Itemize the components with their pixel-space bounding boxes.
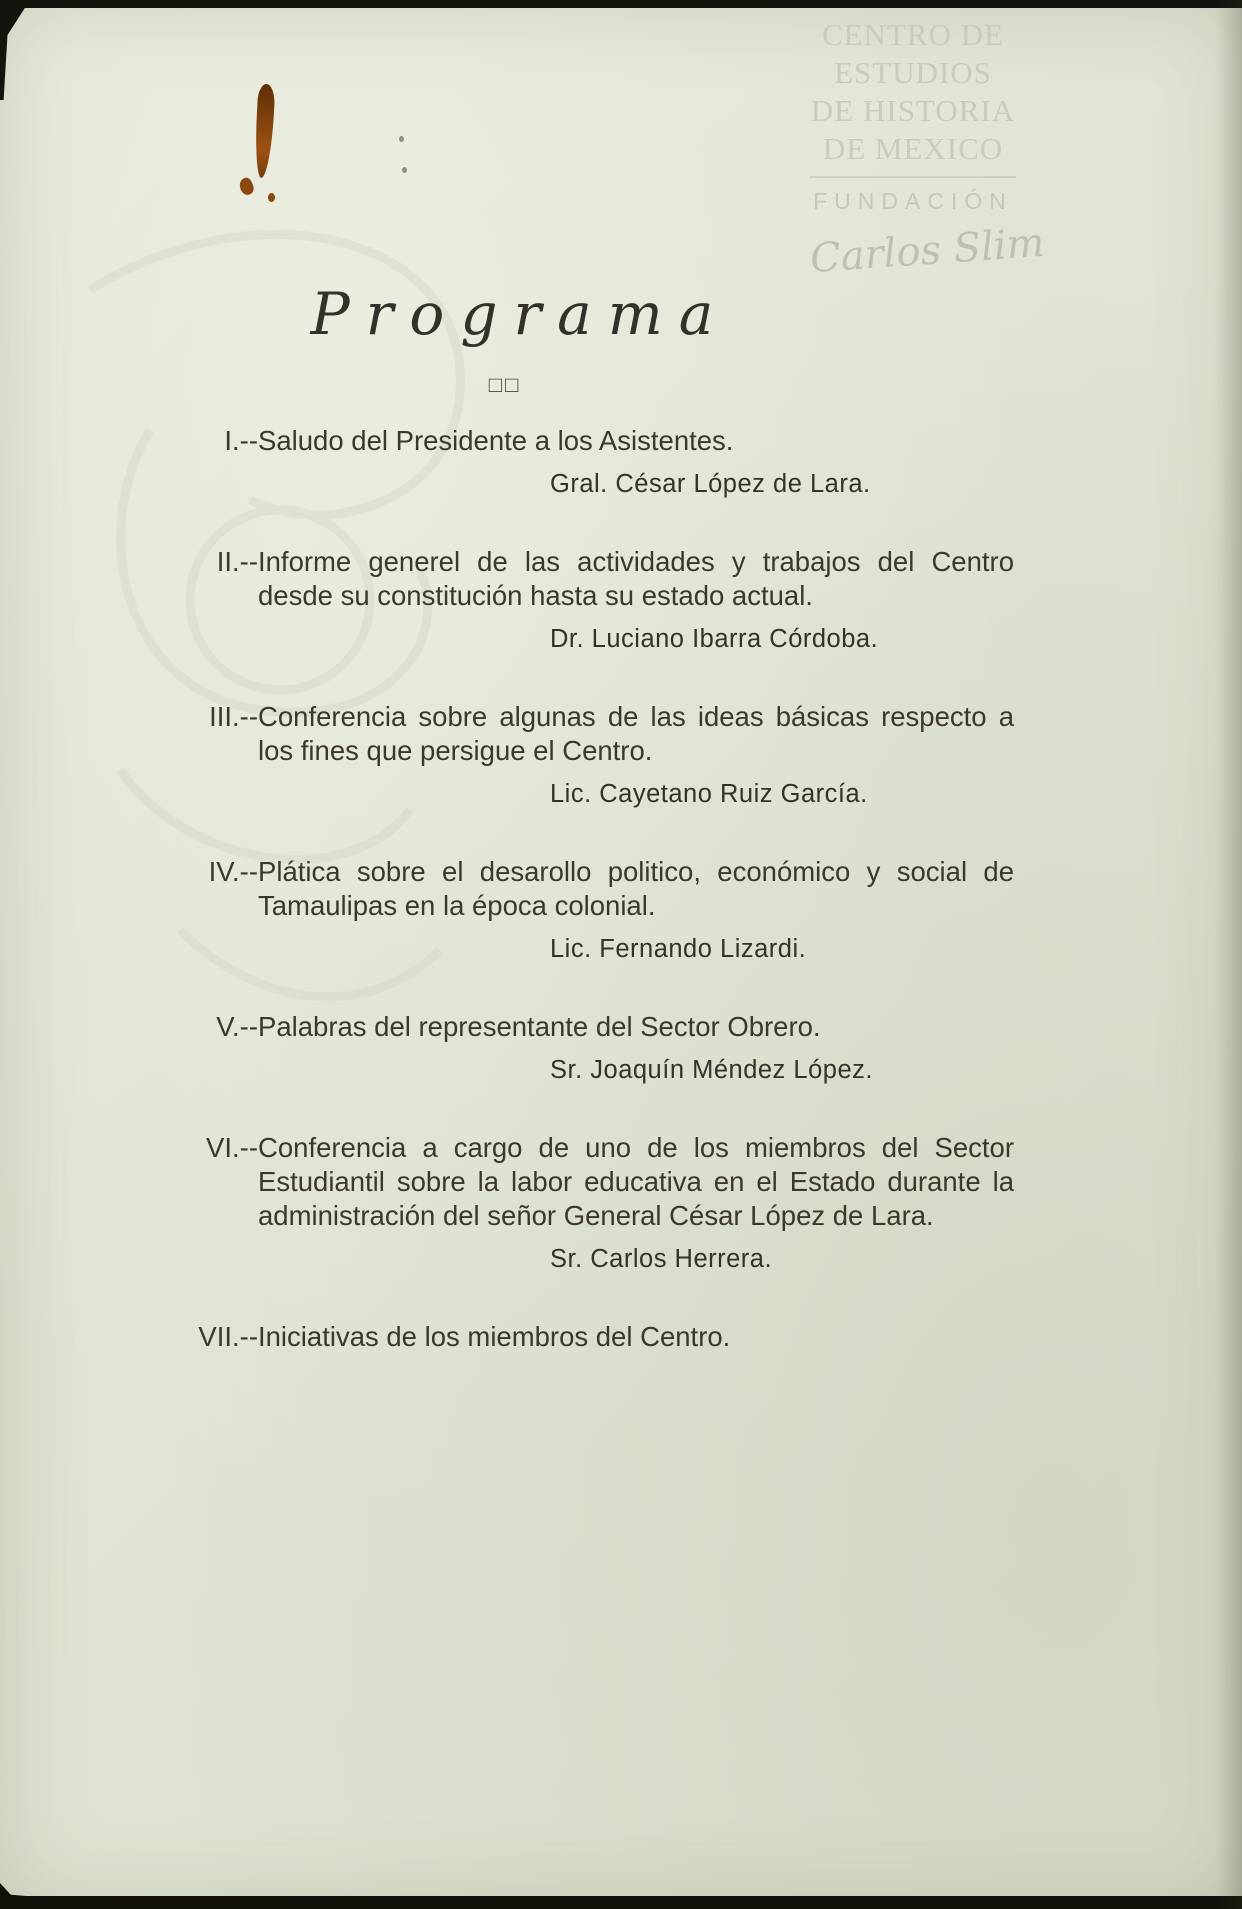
stray-mark	[402, 167, 407, 173]
item-body: Saludo del Presidente a los Asistentes.	[258, 425, 734, 456]
archive-stamp	[808, 16, 1046, 283]
stamp-foundation-label: FUNDACIÓN	[813, 188, 1013, 214]
item-text	[216, 1010, 1014, 1044]
stamp-line-4: DE MEXICO	[822, 131, 1004, 166]
speaker-name: Lic. Fernando Lizardi.	[550, 935, 807, 963]
item-numeral: III.--	[209, 701, 258, 732]
program-item-1	[224, 424, 1014, 501]
item-text	[224, 424, 1014, 458]
program-item-2	[216, 545, 1014, 656]
item-text	[208, 855, 1014, 923]
stamp-line-2: ESTUDIOS	[834, 55, 992, 90]
item-text	[209, 700, 1014, 768]
stamp-divider	[810, 176, 1016, 178]
item-body: Informe generel de las actividades y trabajos del Centro desde su constitución hasta su estado actual.	[258, 546, 1014, 611]
program-item-4	[208, 855, 1014, 966]
stamp-signature: Carlos Slim	[808, 219, 1046, 283]
item-body: Iniciativas de los miembros del Centro.	[258, 1321, 731, 1352]
item-numeral: VI.--	[206, 1132, 258, 1163]
program-item-7	[198, 1320, 1014, 1354]
title-ornament: □□	[488, 372, 522, 397]
item-numeral: IV.--	[208, 856, 258, 887]
program-item-6	[206, 1131, 1014, 1276]
scan-bottom-edge	[0, 1896, 1242, 1909]
stamp-line-1: CENTRO DE	[821, 17, 1005, 52]
item-body: Conferencia sobre algunas de las ideas básicas respecto a los fines que persigue el Centro.	[258, 701, 1014, 766]
ink-blot-dot	[268, 193, 275, 202]
program-item-3	[209, 700, 1014, 811]
item-body: Conferencia a cargo de uno de los miembros del Sector Estudiantil sobre la labor educativa en el Estado durante la administración del señor General César López de Lara.	[258, 1132, 1014, 1231]
item-numeral: I.--	[224, 425, 258, 456]
item-numeral: II.--	[216, 546, 258, 577]
program-list	[198, 424, 1014, 1398]
ink-blot	[254, 84, 276, 179]
scan-right-shadow	[1216, 0, 1242, 1909]
item-text	[198, 1320, 1014, 1354]
item-numeral: VII.--	[198, 1321, 258, 1352]
scan-top-edge	[0, 0, 1242, 8]
stamp-line-3: DE HISTORIA	[810, 93, 1016, 128]
speaker-name: Sr. Carlos Herrera.	[550, 1245, 773, 1273]
stray-mark	[399, 136, 404, 142]
item-body: Plática sobre el desarollo politico, económico y social de Tamaulipas en la época colonial.	[258, 856, 1014, 921]
document-title: Programa	[310, 280, 730, 348]
speaker-name: Lic. Cayetano Ruiz García.	[550, 780, 868, 808]
speaker-name: Dr. Luciano Ibarra Córdoba.	[550, 625, 879, 653]
item-text	[216, 545, 1014, 613]
program-item-5	[216, 1010, 1014, 1087]
speaker-name: Gral. César López de Lara.	[550, 470, 871, 498]
item-text	[206, 1131, 1014, 1233]
scan-corner-top-left	[0, 0, 30, 100]
speaker-name: Sr. Joaquín Méndez López.	[550, 1056, 873, 1084]
item-body: Palabras del representante del Sector Obrero.	[258, 1011, 821, 1042]
item-numeral: V.--	[216, 1011, 258, 1042]
